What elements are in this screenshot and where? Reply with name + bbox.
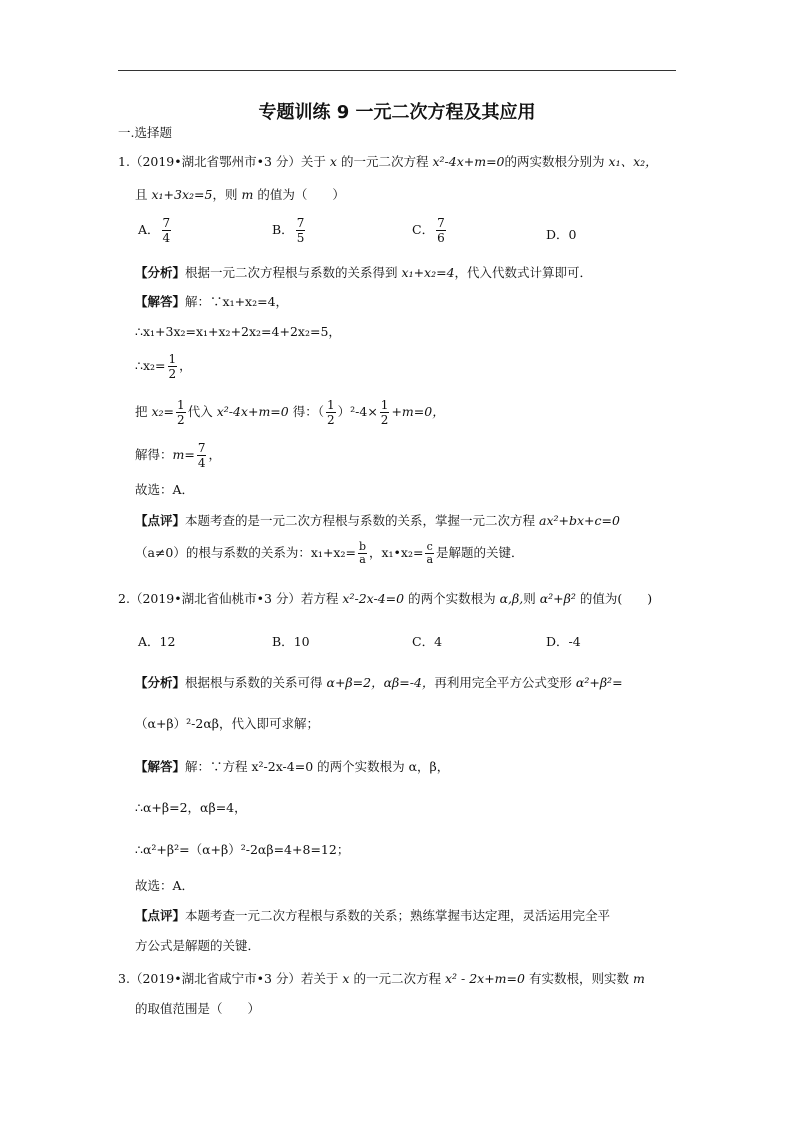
section-heading: 一.选择题	[118, 125, 172, 140]
q2-solution-2: ∴α+β=2，αβ=4，	[135, 800, 247, 815]
q1-text: ，则	[212, 187, 238, 202]
analysis-text: ，代入代数式计算即可．	[454, 265, 593, 280]
q1-var: x	[329, 154, 337, 169]
q2-text: 的值为( )	[579, 591, 653, 606]
denominator: 4	[162, 231, 171, 245]
option-label: C．	[412, 222, 435, 237]
numerator: 7	[197, 441, 206, 455]
option-value: 12	[159, 634, 176, 649]
q2-equation: x²-2x-4=0	[342, 591, 405, 606]
numerator: c	[426, 540, 433, 553]
solution-text: 代入	[187, 404, 213, 419]
q2-stem	[118, 590, 652, 608]
option-label: C．	[412, 634, 435, 649]
q1-number: 1.	[118, 154, 130, 169]
q3-text: 若关于	[300, 971, 339, 986]
option-value: 10	[293, 634, 310, 649]
denominator: 2	[168, 367, 177, 381]
analysis-tag: 【分析】	[135, 265, 186, 280]
denominator: 2	[177, 413, 185, 427]
q1-solution-5	[135, 441, 221, 470]
denominator: a	[359, 553, 366, 566]
page-title: 专题训练 9 一元二次方程及其应用	[258, 102, 536, 123]
q3-stem-line2: 的取值范围是（ ）	[135, 1001, 261, 1016]
q3-source: （2019•湖北省咸宁市•3 分）	[129, 971, 301, 986]
header-rule	[118, 70, 676, 71]
q2-option-d	[546, 632, 581, 650]
denominator: 5	[296, 231, 305, 245]
option-value: 4	[434, 634, 443, 649]
q2-text: 则	[523, 591, 536, 606]
solution-tag: 【解答】	[135, 294, 186, 309]
q3-number: 3.	[118, 971, 130, 986]
q3-var: m	[632, 971, 645, 986]
fraction	[436, 216, 446, 245]
q3-var: x	[342, 971, 350, 986]
q1-option-b	[272, 216, 307, 245]
solution-text: 解得：	[135, 447, 173, 462]
comment-tag: 【点评】	[135, 513, 186, 528]
denominator: 4	[197, 456, 206, 470]
q2-text: 的两个实数根为	[408, 591, 496, 606]
q1-solution-3	[135, 352, 192, 381]
solution-text: ，	[208, 447, 221, 462]
q3-equation: x² - 2x+m=0	[444, 971, 525, 986]
denominator: a	[426, 553, 434, 566]
fraction	[168, 352, 178, 381]
numerator: b	[358, 540, 366, 553]
q1-text: 且	[135, 187, 148, 202]
q2-number: 2.	[118, 591, 130, 606]
q2-solution-1	[135, 758, 449, 776]
q1-comment-2	[135, 541, 524, 566]
fraction	[197, 441, 207, 470]
comment-text: 本题考查的是一元二次方程根与系数的关系，掌握一元二次方程	[185, 513, 536, 528]
comment-tag: 【点评】	[135, 908, 186, 923]
q2-solution-4: 故选：A．	[135, 878, 195, 893]
analysis-eq: α+β=2，αβ=-4，	[326, 675, 435, 690]
q2-analysis-1	[135, 674, 623, 692]
option-label: D．	[546, 634, 569, 649]
q1-comment-1	[135, 512, 620, 530]
option-label: D．	[546, 227, 569, 242]
q2-option-c	[412, 632, 442, 650]
solution-text: ）²-4×	[337, 404, 378, 419]
denominator: 6	[437, 231, 445, 245]
option-value: -4	[568, 634, 581, 649]
solution-eq: m=	[172, 447, 195, 462]
numerator: 1	[380, 398, 389, 412]
fraction	[176, 398, 186, 427]
q2-solution-3: ∴α²+β²=（α+β）²-2αβ=4+8=12；	[135, 842, 350, 857]
fraction	[326, 398, 336, 427]
fraction	[162, 216, 172, 245]
comment-text: （a≠0）的根与系数的关系为：x₁+x₂=	[135, 545, 356, 560]
numerator: 7	[296, 216, 305, 230]
analysis-text: 根据根与系数的关系可得	[185, 675, 323, 690]
q1-var: m	[241, 187, 254, 202]
comment-text: 本题考查一元二次方程根与系数的关系；熟练掌握韦达定理，灵活运用完全平	[185, 908, 611, 923]
analysis-text: 根据一元二次方程根与系数的关系得到	[185, 265, 398, 280]
analysis-eq: x₁+x₂=4	[401, 265, 455, 280]
solution-text: 解：∵x₁+x₂=4，	[185, 294, 289, 309]
q1-stem-line2	[135, 186, 345, 204]
solution-text: 解：∵方程 x²-2x-4=0 的两个实数根为 α，β，	[185, 759, 450, 774]
q1-source: （2019•湖北省鄂州市•3 分）	[129, 154, 301, 169]
q1-equation: x²-4x+m=0	[432, 154, 505, 169]
option-value: 0	[568, 227, 577, 242]
numerator: 7	[162, 216, 171, 230]
q3-text: 的一元二次方程	[353, 971, 441, 986]
option-label: B．	[272, 222, 294, 237]
q2-expr: α²+β²	[539, 591, 576, 606]
q2-comment-1	[135, 907, 610, 925]
option-label: A．	[138, 222, 160, 237]
option-label: A．	[138, 634, 160, 649]
solution-text: ，	[179, 358, 192, 373]
q1-condition: x₁+3x₂=5	[151, 187, 213, 202]
q1-analysis	[135, 264, 592, 282]
q2-option-a	[138, 632, 175, 650]
fraction	[425, 541, 434, 566]
q1-text: 的两实数根分别为	[504, 154, 605, 169]
comment-text: ，x₁•x₂=	[369, 545, 424, 560]
fraction	[380, 398, 390, 427]
solution-text: 把	[135, 404, 148, 419]
q1-text: 的值为（ ）	[257, 187, 345, 202]
numerator: 1	[168, 352, 177, 366]
q1-solution-4	[135, 398, 445, 427]
comment-eq: ax²+bx+c=0	[539, 513, 620, 528]
q1-solution-6: 故选：A．	[135, 482, 195, 497]
q2-comment-2: 方公式是解题的关键．	[135, 938, 261, 953]
numerator: 1	[177, 398, 185, 412]
q2-roots: α,β,	[499, 591, 524, 606]
numerator: 7	[437, 216, 445, 230]
q1-option-a	[138, 216, 173, 245]
q1-option-c	[412, 216, 448, 245]
solution-eq: +m=0，	[391, 404, 445, 419]
numerator: 1	[326, 398, 335, 412]
denominator: 2	[380, 413, 389, 427]
comment-text: 是解题的关键．	[436, 545, 524, 560]
q2-text: 若方程	[300, 591, 339, 606]
q1-solution-1	[135, 293, 288, 311]
analysis-eq: α²+β²=	[575, 675, 623, 690]
analysis-tag: 【分析】	[135, 675, 186, 690]
q1-solution-2: ∴x₁+3x₂=x₁+x₂+2x₂=4+2x₂=5，	[135, 324, 341, 339]
solution-tag: 【解答】	[135, 759, 186, 774]
q1-stem-line1	[118, 153, 658, 171]
solution-eq: x²-4x+m=0	[216, 404, 289, 419]
fraction	[296, 216, 306, 245]
q3-text: 有实数根，则实数	[528, 971, 629, 986]
solution-text: ∴x₂=	[135, 358, 166, 373]
q1-option-d	[546, 225, 576, 243]
q3-stem-line1	[118, 970, 645, 988]
solution-text: 得：（	[292, 404, 324, 419]
q2-option-b	[272, 632, 310, 650]
fraction	[358, 541, 367, 566]
q1-text: 的一元二次方程	[340, 154, 429, 169]
option-label: B．	[272, 634, 294, 649]
q1-roots: x₁、x₂，	[608, 154, 658, 169]
solution-eq: x₂=	[151, 404, 175, 419]
q1-text: 关于	[300, 154, 326, 169]
analysis-text: 再利用完全平方公式变形	[434, 675, 572, 690]
q2-source: （2019•湖北省仙桃市•3 分）	[129, 591, 301, 606]
denominator: 2	[326, 413, 335, 427]
q2-analysis-2: （α+β）²-2αβ，代入即可求解；	[135, 716, 319, 731]
